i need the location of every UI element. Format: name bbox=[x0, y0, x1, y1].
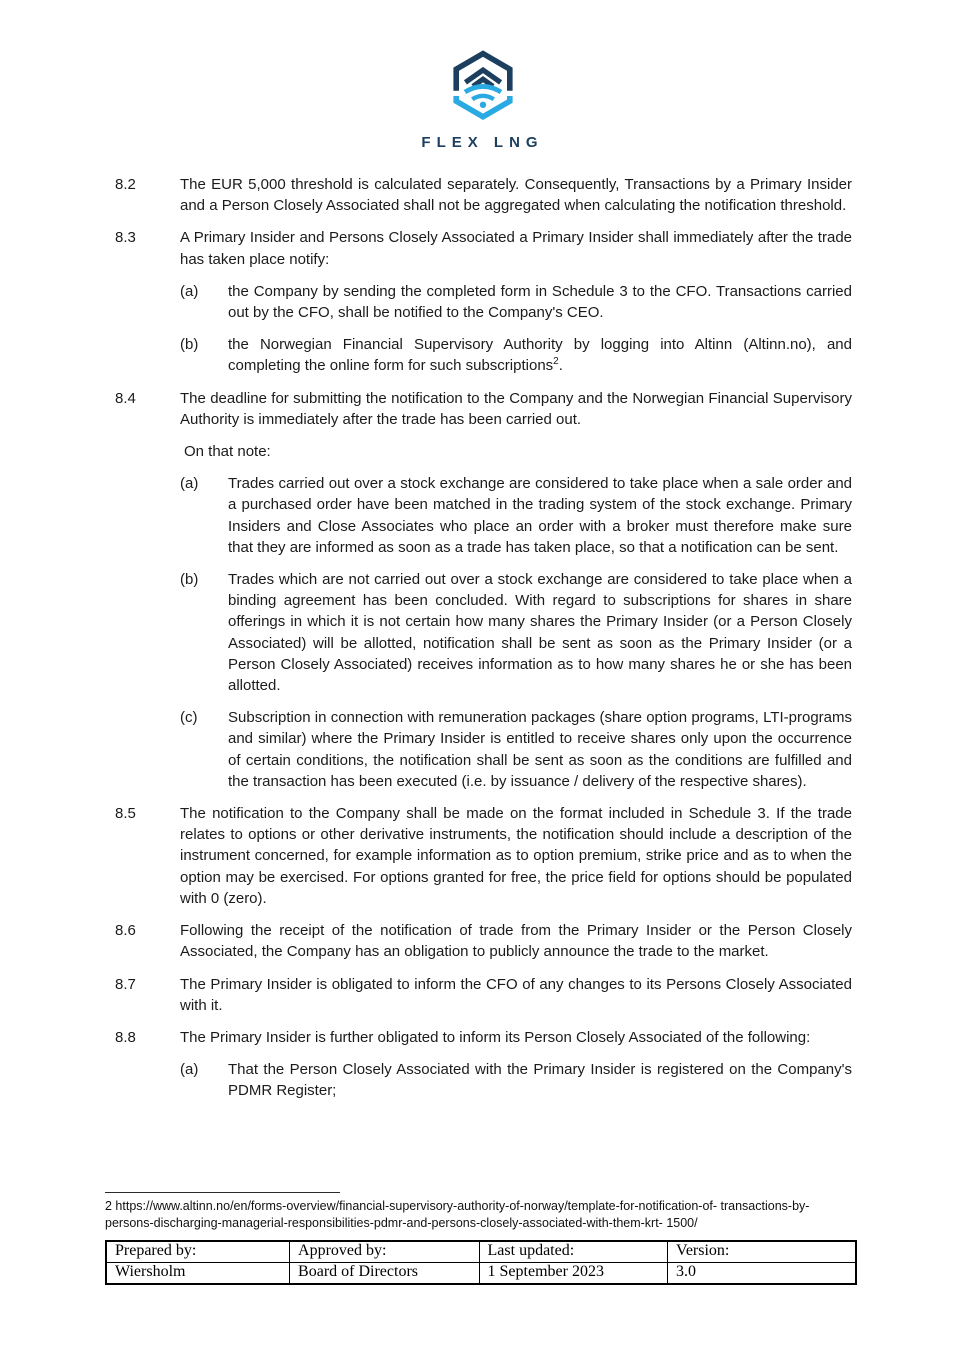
footer-header-approved-by: Approved by: bbox=[290, 1241, 479, 1263]
document-body bbox=[115, 174, 852, 1113]
footnote-reference: 2 bbox=[553, 356, 559, 368]
footer-value-prepared-by: Wiersholm bbox=[106, 1263, 290, 1285]
subitem-b bbox=[180, 334, 852, 376]
flex-lng-logo-text: FLEX LNG bbox=[421, 134, 544, 151]
subitem-text: Subscription in connection with remuneration packages (share option programs, LTI-programs and similar) where the Primary Insider is entitled to receive shares only upon the occurrence of certain conditions, the notification shall be sent as soon as the conditions are fulfilled and the transaction has been executed (i.e. by issuance / delivery of the respective shares). bbox=[228, 709, 852, 790]
subitem-text: Trades carried out over a stock exchange are considered to take place when a sale order and a purchased order have been matched in the trading system of the stock exchange. Primary Insiders and Close Associates who place an order with a broker must therefore make sure that they are informed as soon as a trade has taken place, so that a notification can be sent. bbox=[228, 475, 852, 556]
section-number: 8.8 bbox=[115, 1028, 136, 1046]
subitem-label: (a) bbox=[180, 475, 199, 493]
subitem-text-after: . bbox=[558, 357, 563, 375]
subitem-text-main: the Norwegian Financial Supervisory Authority by logging into Altinn (Altinn.no), and completing the online form for such subscriptions bbox=[228, 336, 852, 375]
section-8-2 bbox=[115, 174, 852, 227]
subitem-label: (a) bbox=[180, 1061, 199, 1079]
section-paragraph: Following the receipt of the notification of trade from the Primary Insider or the Person Closely Associated, the Company has an obligation to publicly announce the trade to the market. bbox=[180, 922, 852, 961]
footnote-separator bbox=[105, 1192, 340, 1193]
footer-table bbox=[105, 1240, 857, 1285]
flex-lng-logo bbox=[0, 46, 965, 151]
subitem-text bbox=[228, 334, 852, 376]
subitem-text: the Company by sending the completed form in Schedule 3 to the CFO. Transactions carried out by the CFO, shall be notified to the Company's CEO. bbox=[228, 282, 852, 322]
section-number: 8.4 bbox=[115, 389, 136, 407]
subitem-text: Trades which are not carried out over a stock exchange are considered to take place when a binding agreement has been concluded. With regard to subscriptions for shares in share offerings in which it is not certain how many shares the Primary Insider (or a Person Closely Associated) will be allotted, notification shall be sent as soon as the Primary Insider (or a Person Closely Associated) receives information as to how many shares he or she has been allotted. bbox=[228, 571, 852, 695]
section-paragraph: The EUR 5,000 threshold is calculated separately. Consequently, Transactions by a Primary Insider and a Person Closely Associated shall not be aggregated when calculating the notification threshold. bbox=[180, 176, 852, 215]
section-paragraph: The notification to the Company shall be made on the format included in Schedule 3. If the trade relates to options or other derivative instruments, the notification should include a description of the instrument concerned, for example information as to option premium, strike price and as to when the option may be exercised. For options granted for free, the price field for options should be populated with 0 (zero). bbox=[180, 805, 852, 907]
subitem-label: (b) bbox=[180, 336, 199, 354]
subitem-a bbox=[180, 281, 852, 323]
footnote-text: 2 https://www.altinn.no/en/forms-overview/financial-supervisory-authority-of-norway/template-for-notification-of- transactions-by-persons-discharging-managerial-responsibilities-pdmr-and-persons-closely-associated-with-them-krt- 1500/ bbox=[105, 1199, 810, 1230]
subitem-a bbox=[180, 473, 852, 558]
footer-value-version: 3.0 bbox=[668, 1263, 856, 1285]
subitem-label: (a) bbox=[180, 282, 199, 300]
section-8-5 bbox=[115, 803, 852, 920]
footer-table-value-row bbox=[106, 1263, 856, 1285]
section-paragraph: The Primary Insider is further obligated to inform its Person Closely Associated of the following: bbox=[180, 1028, 811, 1046]
subitem-label: (b) bbox=[180, 571, 199, 589]
section-paragraph: The Primary Insider is obligated to inform the CFO of any changes to its Persons Closely Associated with it. bbox=[180, 975, 852, 1014]
section-8-4 bbox=[115, 388, 852, 803]
section-8-7 bbox=[115, 974, 852, 1027]
section-8-6 bbox=[115, 920, 852, 973]
section-paragraph: A Primary Insider and Persons Closely Associated a Primary Insider shall immediately after the trade has taken place notify: bbox=[180, 229, 852, 268]
section-paragraph: The deadline for submitting the notification to the Company and the Norwegian Financial Supervisory Authority is immediately after the trade has been carried out. bbox=[180, 389, 852, 428]
footer-value-last-updated: 1 September 2023 bbox=[479, 1263, 668, 1285]
footnote bbox=[105, 1192, 857, 1232]
section-number: 8.7 bbox=[115, 975, 136, 993]
subitem-a bbox=[180, 1059, 852, 1101]
subitem-c bbox=[180, 707, 852, 792]
section-number: 8.5 bbox=[115, 805, 136, 823]
footer-header-prepared-by: Prepared by: bbox=[106, 1241, 290, 1263]
section-8-8 bbox=[115, 1027, 852, 1113]
section-note: On that note: bbox=[184, 443, 271, 461]
footer-table-header-row bbox=[106, 1241, 856, 1263]
section-number: 8.2 bbox=[115, 176, 136, 193]
footer-header-version: Version: bbox=[668, 1241, 856, 1263]
section-number: 8.6 bbox=[115, 922, 136, 940]
footer-header-last-updated: Last updated: bbox=[479, 1241, 668, 1263]
subitem-text: That the Person Closely Associated with the Primary Insider is registered on the Company's PDMR Register; bbox=[228, 1061, 852, 1100]
footer-value-approved-by: Board of Directors bbox=[290, 1263, 479, 1285]
subitem-label: (c) bbox=[180, 709, 198, 727]
flex-lng-logo-icon bbox=[443, 46, 523, 126]
section-number: 8.3 bbox=[115, 229, 136, 247]
subitem-b bbox=[180, 569, 852, 696]
section-8-3 bbox=[115, 227, 852, 387]
